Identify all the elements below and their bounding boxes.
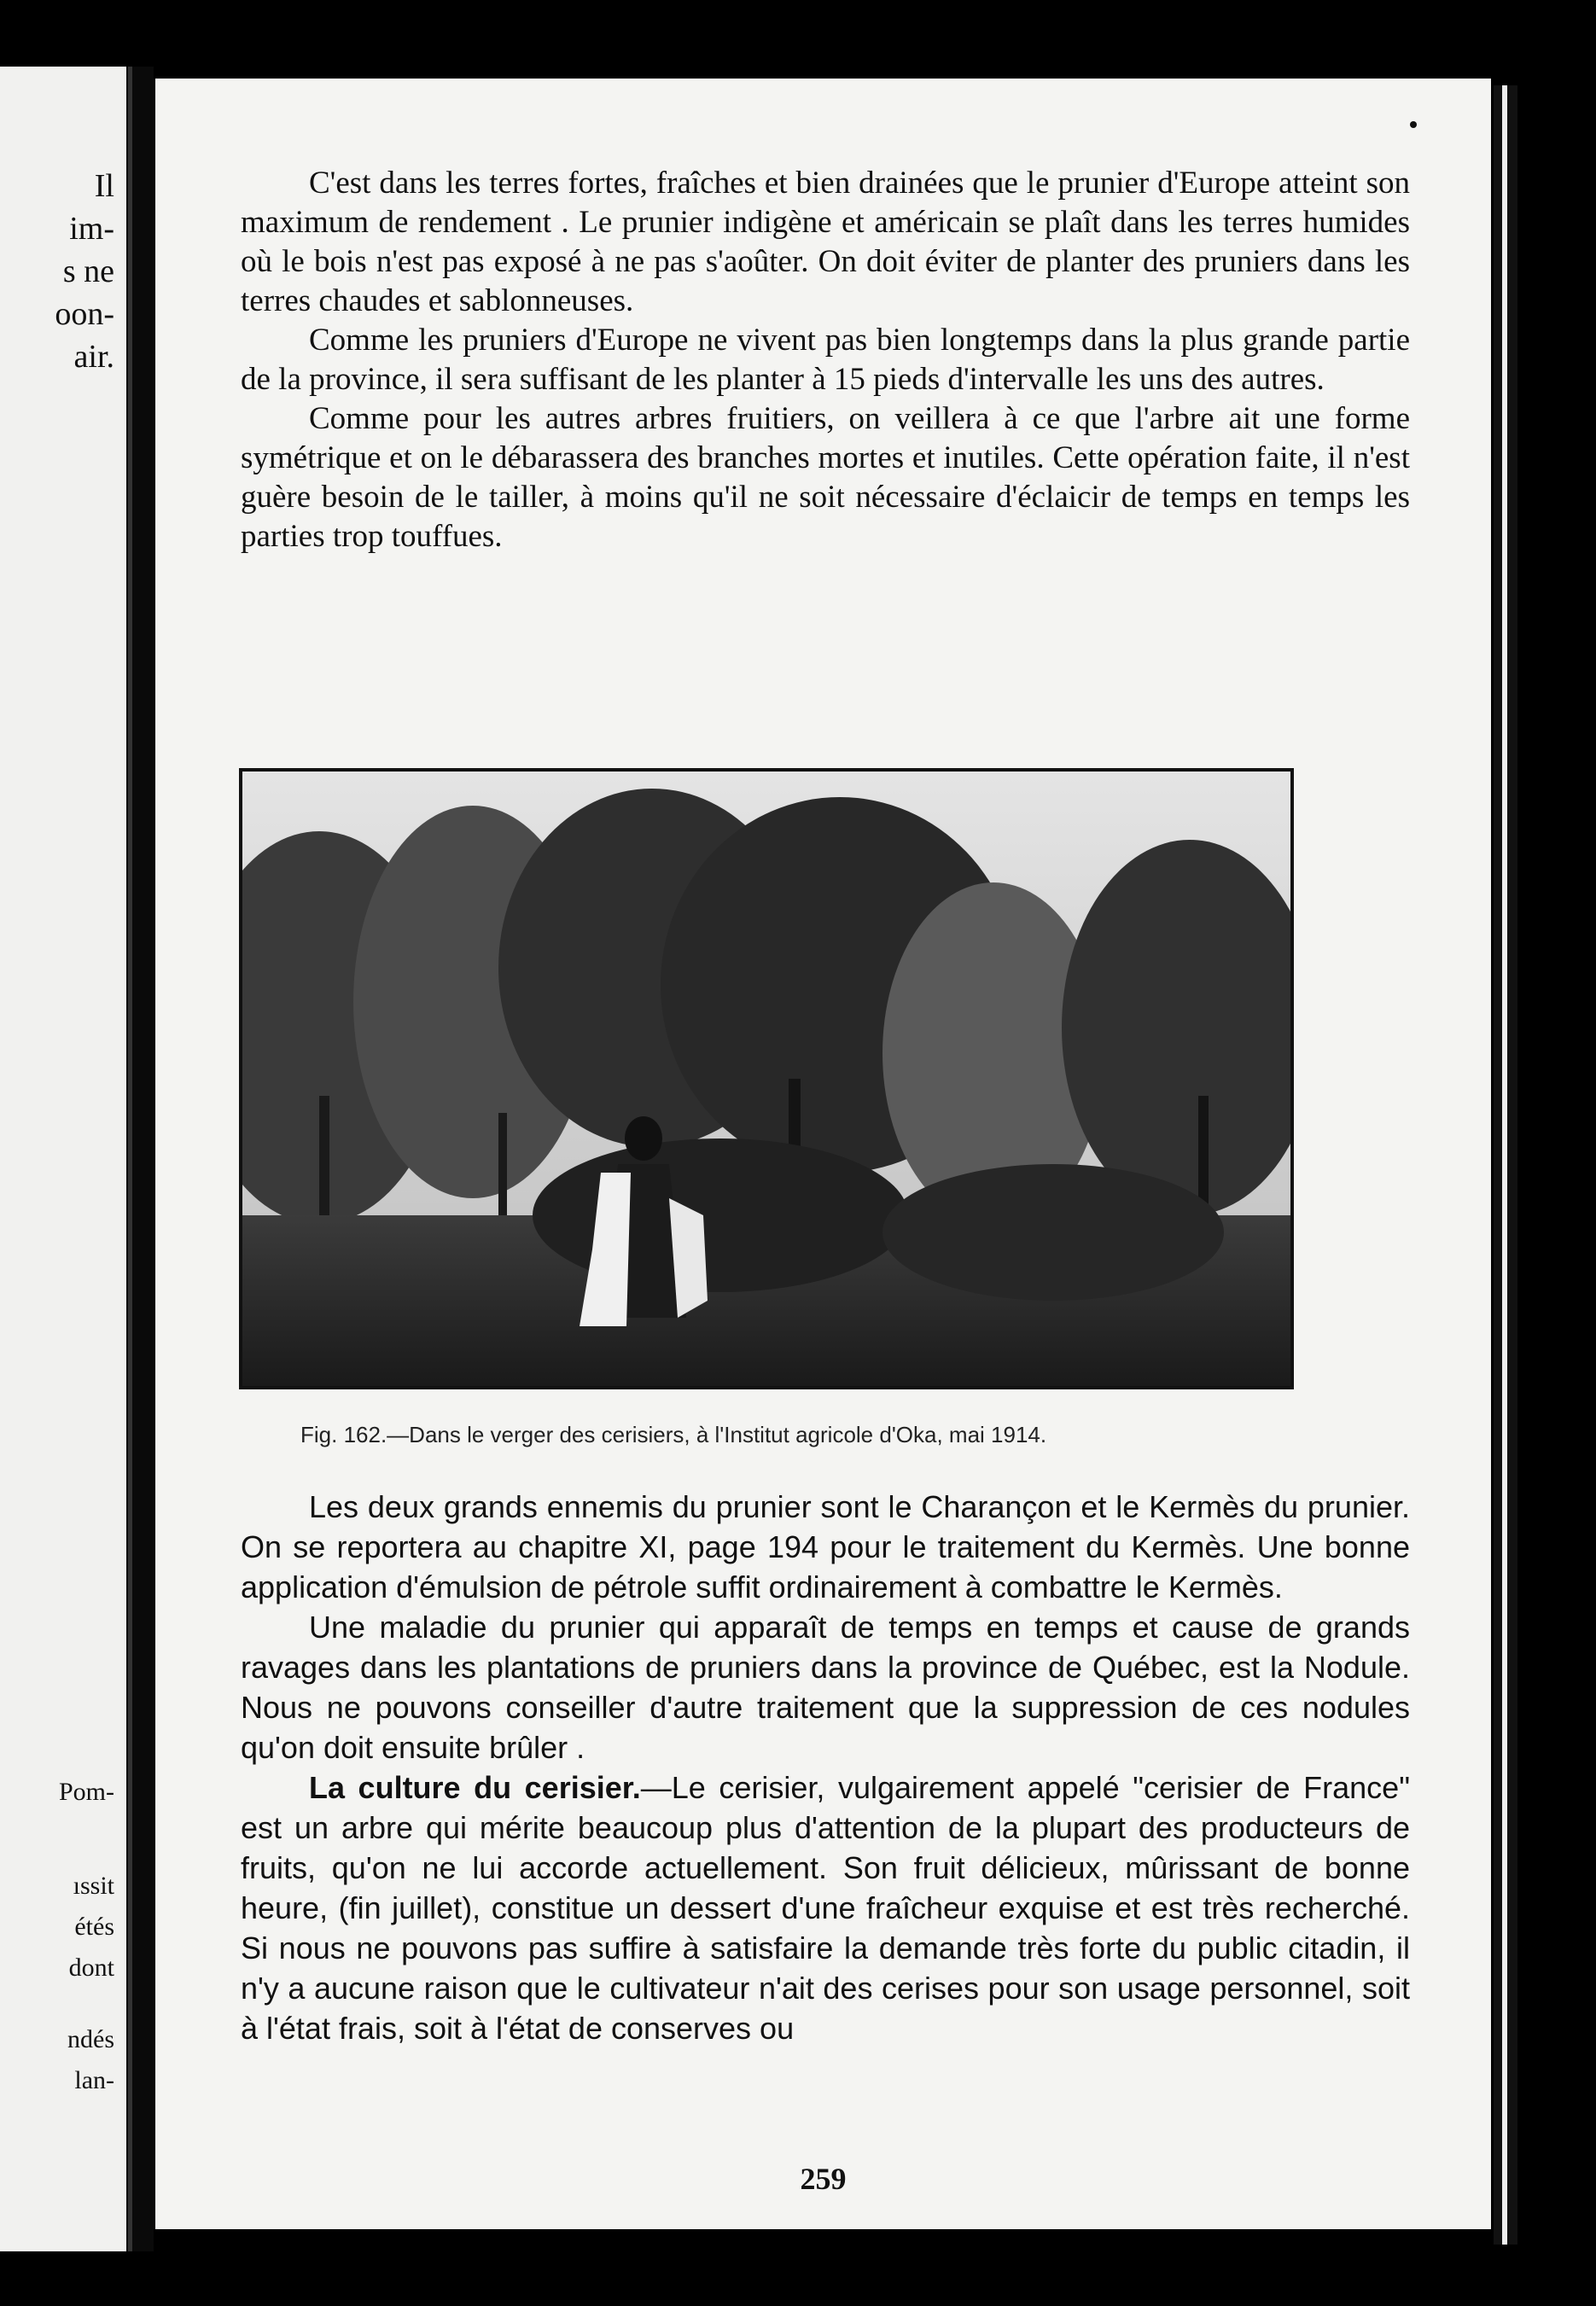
left-fragment: Pom- — [58, 1778, 114, 1806]
main-page — [155, 79, 1491, 2229]
left-facing-page — [0, 67, 126, 2251]
paragraph: Comme les pruniers d'Europe ne vivent pas bien longtemps dans la plus grande partie de la province, il sera suffisant de les planter à 15 pieds d'intervalle les uns des autres. — [241, 323, 1410, 397]
figure — [239, 768, 1417, 1459]
paragraph: Comme pour les autres arbres fruitiers, on veillera à ce que l'arbre ait une forme symétrique et on le débarassera des branches mortes et inutiles. Cette opération faite, il n'est guère besoin de le tailler, à moins qu'il ne soit nécessaire d'éclaicir de temps en temps les parties trop touffues. — [241, 401, 1410, 554]
bottom-text-block — [241, 1487, 1410, 2048]
left-fragment: dont — [68, 1954, 114, 1982]
section-heading: La culture du cerisier. — [309, 1770, 641, 1805]
orchard-photo-illustration — [242, 772, 1290, 1386]
top-text-block — [241, 164, 1410, 556]
left-fragment: im- — [69, 211, 114, 247]
page-number: 259 — [800, 2162, 847, 2196]
paragraph-cerisier — [241, 1767, 1410, 2048]
orchard-photograph — [239, 768, 1294, 1389]
figure-caption: Fig. 162.—Dans le verger des cerisiers, à l'Institut agricole d'Oka, mai 1914. — [300, 1422, 1047, 1447]
paragraph: C'est dans les terres fortes, fraîches et bien drainées que le prunier d'Europe atteint son maximum de rendement . Le prunier indigène et américain se plaît dans les terres humides où le bois n'est pas exposé à ne pas s'aoûter. On doit éviter de planter des pruniers dans les terres chaudes et sablonneuses. — [241, 166, 1410, 318]
left-fragment: étés — [74, 1913, 114, 1941]
left-fragment: lan- — [74, 2066, 114, 2094]
ink-dot — [1410, 121, 1417, 128]
paragraph: Une maladie du prunier qui apparaît de temps en temps et cause de grands ravages dans les plantations de pruniers dans la province de Québec, est la Nodule. Nous ne pouvons conseiller d'autre traitement que la suppression de ces nodules qu'on doit ensuite brûler . — [241, 1610, 1410, 1765]
left-fragment: air. — [73, 339, 114, 375]
page-edge-line — [1502, 85, 1507, 2245]
paragraph: Les deux grands ennemis du prunier sont le Charançon et le Kermès du prunier. On se reportera au chapitre XI, page 194 pour le traitement du Kermès. Une bonne application d'émulsion de pétrole suffit ordinairement à combattre le Kermès. — [241, 1489, 1410, 1604]
gutter-line — [128, 67, 132, 2251]
left-fragment: ndés — [67, 2025, 114, 2053]
left-fragment: s ne — [62, 253, 114, 289]
left-fragment: oon- — [55, 296, 114, 332]
left-fragment: ıssit — [73, 1872, 114, 1900]
paragraph-text: —Le cerisier, vulgairement appelé "cerisier de France" est un arbre qui mérite beaucoup plus d'attention de la plupart des producteurs de fruits, qu'on ne lui accorde actuellement. Son fruit délicieux, mûrissant de bonne heure, (fin juillet), constitue un dessert d'une fraîcheur exquise et est très recherché. Si nous ne pouvons pas suffire à satisfaire la demande très forte du public citadin, il n'y a aucune raison que le cultivateur n'ait des cerises pour son usage personnel, soit à l'état frais, soit à l'état de conserves ou — [241, 1770, 1410, 2046]
left-fragment: Il — [94, 168, 114, 204]
